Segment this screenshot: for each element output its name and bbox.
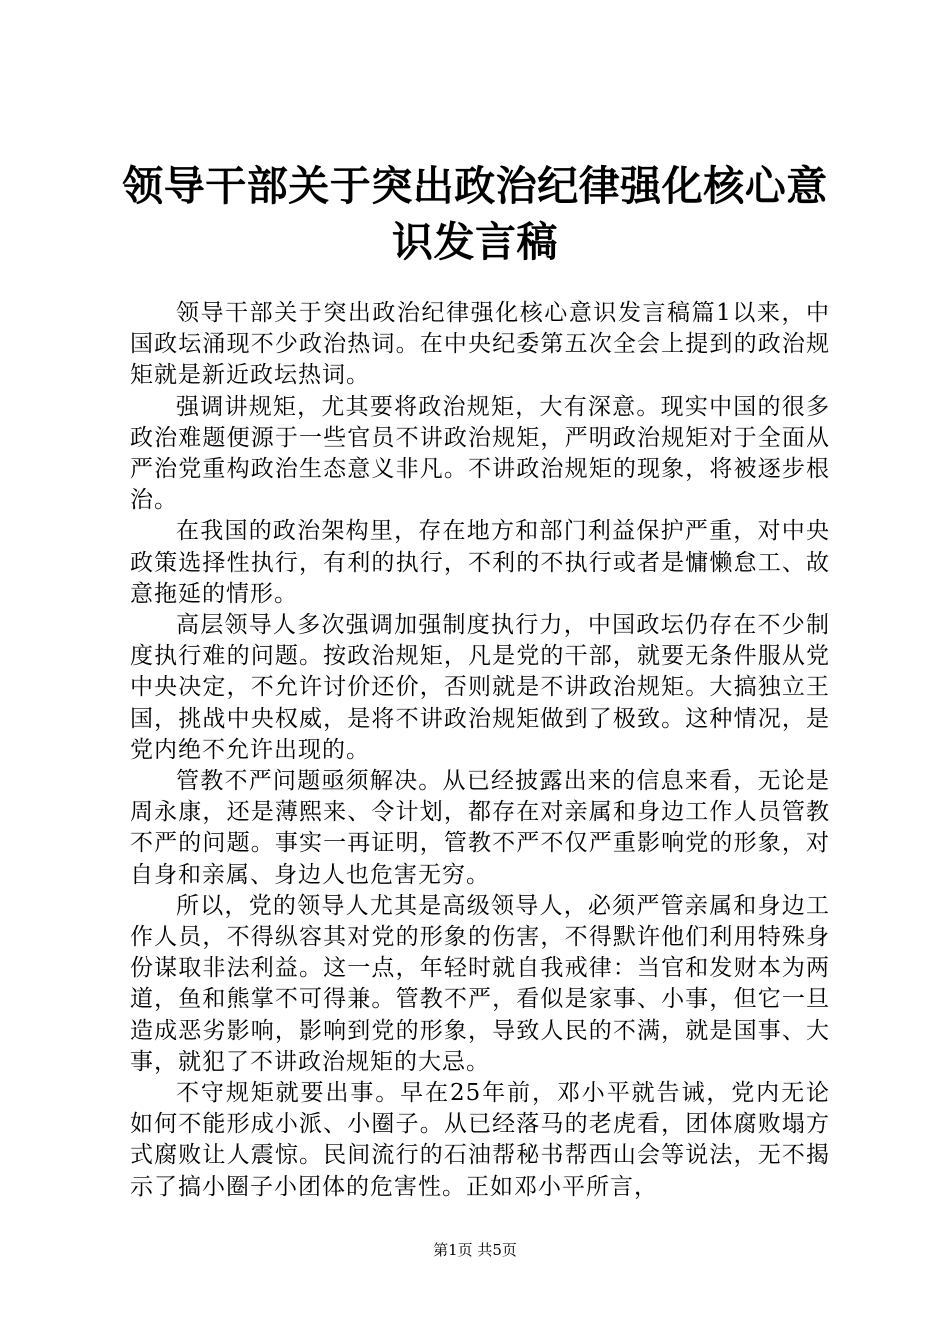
- paragraph-2: 强调讲规矩，尤其要将政治规矩，大有深意。现实中国的很多政治难题便源于一些官员不讲政治规矩，严明政治规矩对于全面从严治党重构政治生态意义非凡。不讲政治规矩的现象，将被逐步根治。: [130, 393, 830, 514]
- document-title: 领导干部关于突出政治纪律强化核心意识发言稿: [122, 162, 828, 266]
- paragraph-6: 所以，党的领导人尤其是高级领导人，必须严管亲属和身边工作人员，不得纵容其对党的形象的伤害，不得默许他们利用特殊身份谋取非法利益。这一点，年轻时就自我戒律：当官和发财本为两道，鱼和熊掌不可得兼。管教不严，看似是家事、小事，但它一旦造成恶劣影响，影响到党的形象，导致人民的不满，就是国事、大事，就犯了不讲政治规矩的大忌。: [130, 892, 830, 1075]
- paragraph-7: 不守规矩就要出事。早在25年前，邓小平就告诫，党内无论如何不能形成小派、小圈子。从已经落马的老虎看，团体腐败塌方式腐败让人震惊。民间流行的石油帮秘书帮西山会等说法，无不揭示了搞小圈子小团体的危害性。正如邓小平所言，: [130, 1080, 830, 1200]
- document-body: [130, 298, 830, 1203]
- page-number: 第1页 共5页: [433, 1241, 517, 1259]
- paragraph-4: 高层领导人多次强调加强制度执行力，中国政坛仍存在不少制度执行难的问题。按政治规矩，凡是党的干部，就要无条件服从党中央决定，不允许讨价还价，否则就是不讲政治规矩。大搞独立王国，挑战中央权威，是将不讲政治规矩做到了极致。这种情况，是党内绝不允许出现的。: [130, 612, 830, 763]
- paragraph-3: 在我国的政治架构里，存在地方和部门利益保护严重，对中央政策选择性执行，有利的执行，不利的不执行或者是慵懒怠工、故意拖延的情形。: [130, 518, 830, 607]
- paragraph-5: 管教不严问题亟须解决。从已经披露出来的信息来看，无论是周永康，还是薄熙来、令计划，都存在对亲属和身边工作人员管教不严的问题。事实一再证明，管教不严不仅严重影响党的形象，对自身和亲属、身边人也危害无穷。: [130, 768, 830, 888]
- paragraph-1: 领导干部关于突出政治纪律强化核心意识发言稿篇1以来，中国政坛涌现不少政治热词。在中央纪委第五次全会上提到的政治规矩就是新近政坛热词。: [130, 300, 830, 389]
